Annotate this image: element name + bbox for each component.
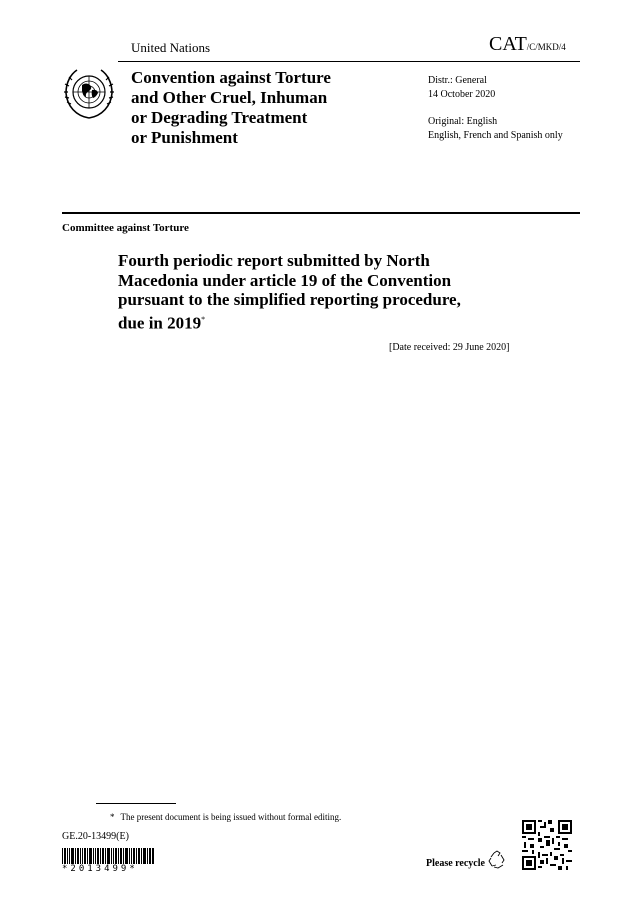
original-language: Original: English [428, 116, 498, 127]
footnote-rule [96, 803, 176, 804]
recycle-icon [486, 849, 508, 871]
convention-title-line: Convention against Torture [131, 68, 331, 87]
date-received: [Date received: 29 June 2020] [389, 342, 510, 353]
report-title-line [118, 310, 518, 333]
distribution-date: 14 October 2020 [428, 89, 496, 100]
footnote-reference[interactable]: * [201, 314, 206, 324]
distribution-line: Distr.: General [428, 75, 487, 86]
convention-title-line: or Punishment [131, 128, 238, 147]
un-emblem-icon [62, 66, 116, 120]
document-symbol-suffix: /C/MKD/4 [526, 42, 566, 52]
report-title-line: pursuant to the simplified reporting procedure, [118, 290, 461, 309]
section-divider [62, 212, 580, 214]
document-symbol-main: CAT [489, 33, 527, 55]
convention-title-line: or Degrading Treatment [131, 108, 308, 127]
barcode-icon [62, 848, 154, 864]
report-title-last-text: due in 2019 [118, 313, 202, 333]
convention-title [131, 68, 371, 148]
convention-title-line: and Other Cruel, Inhuman [131, 88, 328, 107]
report-title [118, 251, 518, 333]
barcode-digits: *2013499* [62, 864, 138, 874]
report-title-line: Macedonia under article 19 of the Convention [118, 270, 452, 290]
qr-code-icon [522, 820, 572, 870]
footnote-mark: * [110, 812, 115, 822]
footnote [110, 812, 341, 822]
language-info [428, 115, 563, 143]
job-number: GE.20-13499(E) [62, 831, 129, 842]
distribution-info [428, 74, 495, 102]
available-languages: English, French and Spanish only [428, 130, 563, 141]
header-organization: United Nations [131, 40, 211, 55]
document-symbol [489, 33, 566, 56]
footnote-text: The present document is being issued without formal editing. [120, 812, 342, 822]
header-rule [118, 61, 580, 62]
recycle-label: Please recycle [426, 858, 485, 869]
committee-name: Committee against Torture [62, 222, 189, 234]
report-title-line: Fourth periodic report submitted by North [118, 251, 430, 270]
